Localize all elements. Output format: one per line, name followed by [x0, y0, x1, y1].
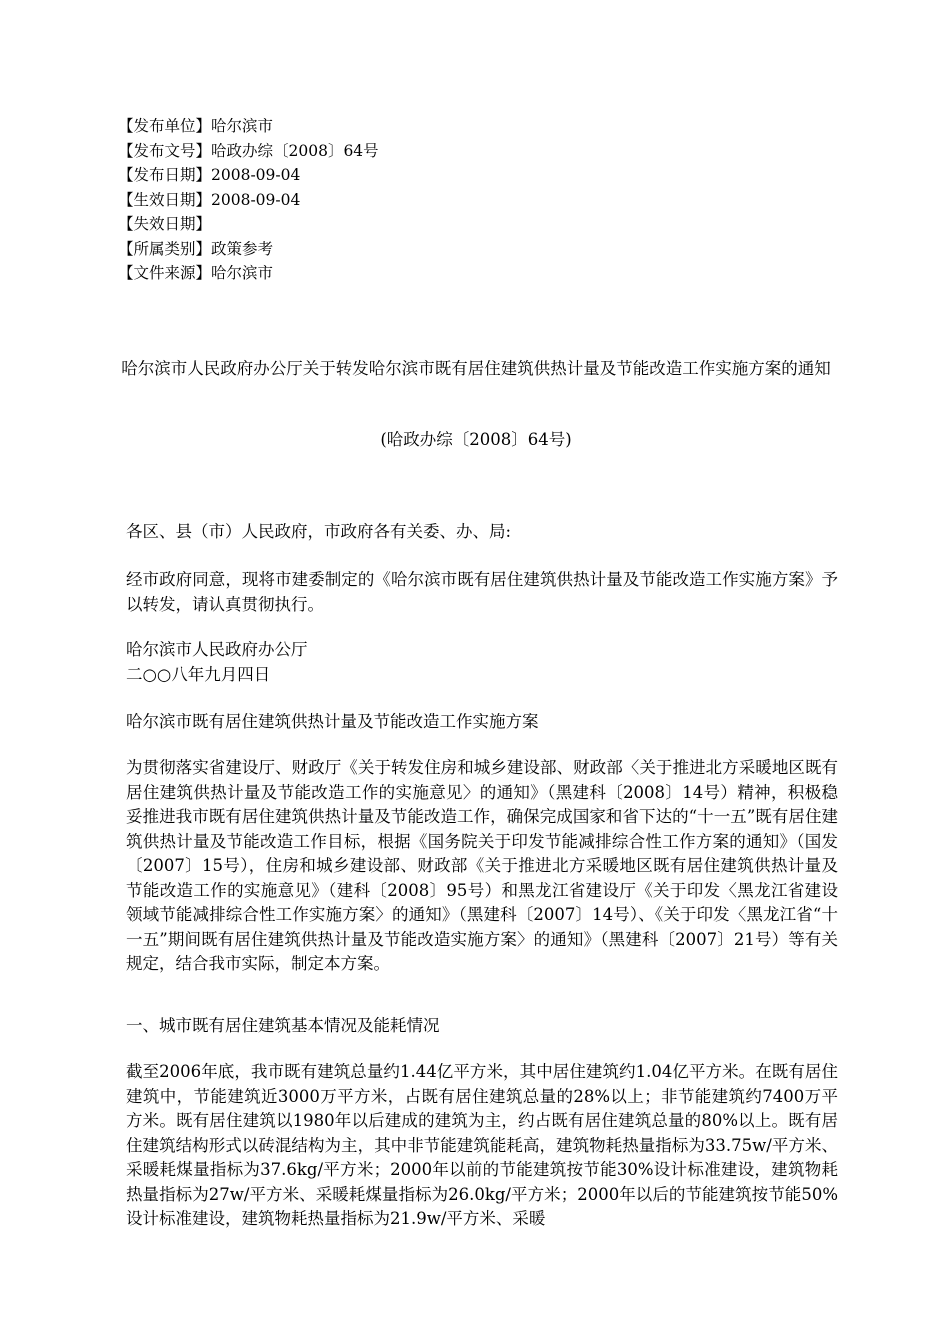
signature-office: 哈尔滨市人民政府办公厅 — [126, 640, 308, 659]
meta-effective-date: 【生效日期】2008-09-04 — [118, 190, 301, 209]
section-1-text: 截至2006年底，我市既有建筑总量约1.44亿平方米，其中居住建筑约1.04亿平方米。在既有居住建筑中，节能建筑近3000万平方米，占既有居住建筑总量的28%以上；非节能建筑约7400万平方米。既有居住建筑以1980年以后建成的建筑为主，约占既有居住建筑总量的80%以上。既有居住建筑结构形式以砖混结构为主，其中非节能建筑能耗高，建筑物耗热量指标为33.75w/平方米、采暖耗煤量指标为37.6kg/平方米；2000年以前的节能建筑按节能30%设计标准建设，建筑物耗热量指标为27w/平方米、采暖耗煤量指标为26.0kg/平方米；2000年以后的节能建筑按节能50%设计标准建设，建筑物耗热量指标为21.9w/平方米、采暖 — [126, 1062, 838, 1228]
meta-category: 【所属类别】政策参考 — [118, 239, 274, 258]
document-metadata — [118, 114, 379, 286]
meta-expiry-date: 【失效日期】 — [118, 215, 212, 233]
plan-title — [126, 710, 838, 735]
section-1-heading-text: 一、城市既有居住建筑基本情况及能耗情况 — [126, 1016, 440, 1035]
section-1-paragraph — [126, 1060, 838, 1232]
plan-title-text: 哈尔滨市既有居住建筑供热计量及节能改造工作实施方案 — [126, 712, 539, 731]
meta-issue-date: 【发布日期】2008-09-04 — [118, 166, 301, 184]
intro-text: 经市政府同意，现将市建委制定的《哈尔滨市既有居住建筑供热计量及节能改造工作实施方案》予以转发，请认真贯彻执行。 — [126, 570, 838, 614]
salutation — [126, 520, 838, 545]
intro-paragraph — [126, 568, 838, 617]
document-title: 哈尔滨市人民政府办公厅关于转发哈尔滨市既有居住建筑供热计量及节能改造工作实施方案的通知 — [121, 359, 831, 378]
meta-issuer: 【发布单位】哈尔滨市 — [118, 117, 274, 135]
document-number-line: (哈政办综〔2008〕64号) — [380, 430, 572, 449]
meta-doc-number: 【发布文号】哈政办综〔2008〕64号 — [118, 141, 379, 160]
plan-intro-text: 为贯彻落实省建设厅、财政厅《关于转发住房和城乡建设部、财政部〈关于推进北方采暖地区既有居住建筑供热计量及节能改造工作的实施意见〉的通知》（黑建科〔2008〕14号）精神，积极稳妥推进我市既有居住建筑供热计量及节能改造工作，确保完成国家和省下达的“十一五”既有居住建筑供热计量及节能改造工作目标，根据《国务院关于印发节能减排综合性工作方案的通知》（国发〔2007〕15号），住房和城乡建设部、财政部《关于推进北方采暖地区既有居住建筑供热计量及节能改造工作的实施意见》（建科〔2008〕95号）和黑龙江省建设厅《关于印发〈黑龙江省建设领域节能减排综合性工作实施方案〉的通知》（黑建科〔2007〕14号）、《关于印发〈黑龙江省“十一五”期间既有居住建筑供热计量及节能改造实施方案〉的通知》（黑建科〔2007〕21号）等有关规定，结合我市实际，制定本方案。 — [126, 758, 838, 973]
signature-block — [126, 638, 838, 687]
salutation-text: 各区、县（市）人民政府，市政府各有关委、办、局: — [126, 522, 512, 541]
section-1-heading — [126, 1014, 838, 1039]
meta-source: 【文件来源】哈尔滨市 — [118, 264, 274, 282]
signature-date: 二○○八年九月四日 — [126, 664, 271, 684]
plan-intro-paragraph — [126, 756, 838, 977]
